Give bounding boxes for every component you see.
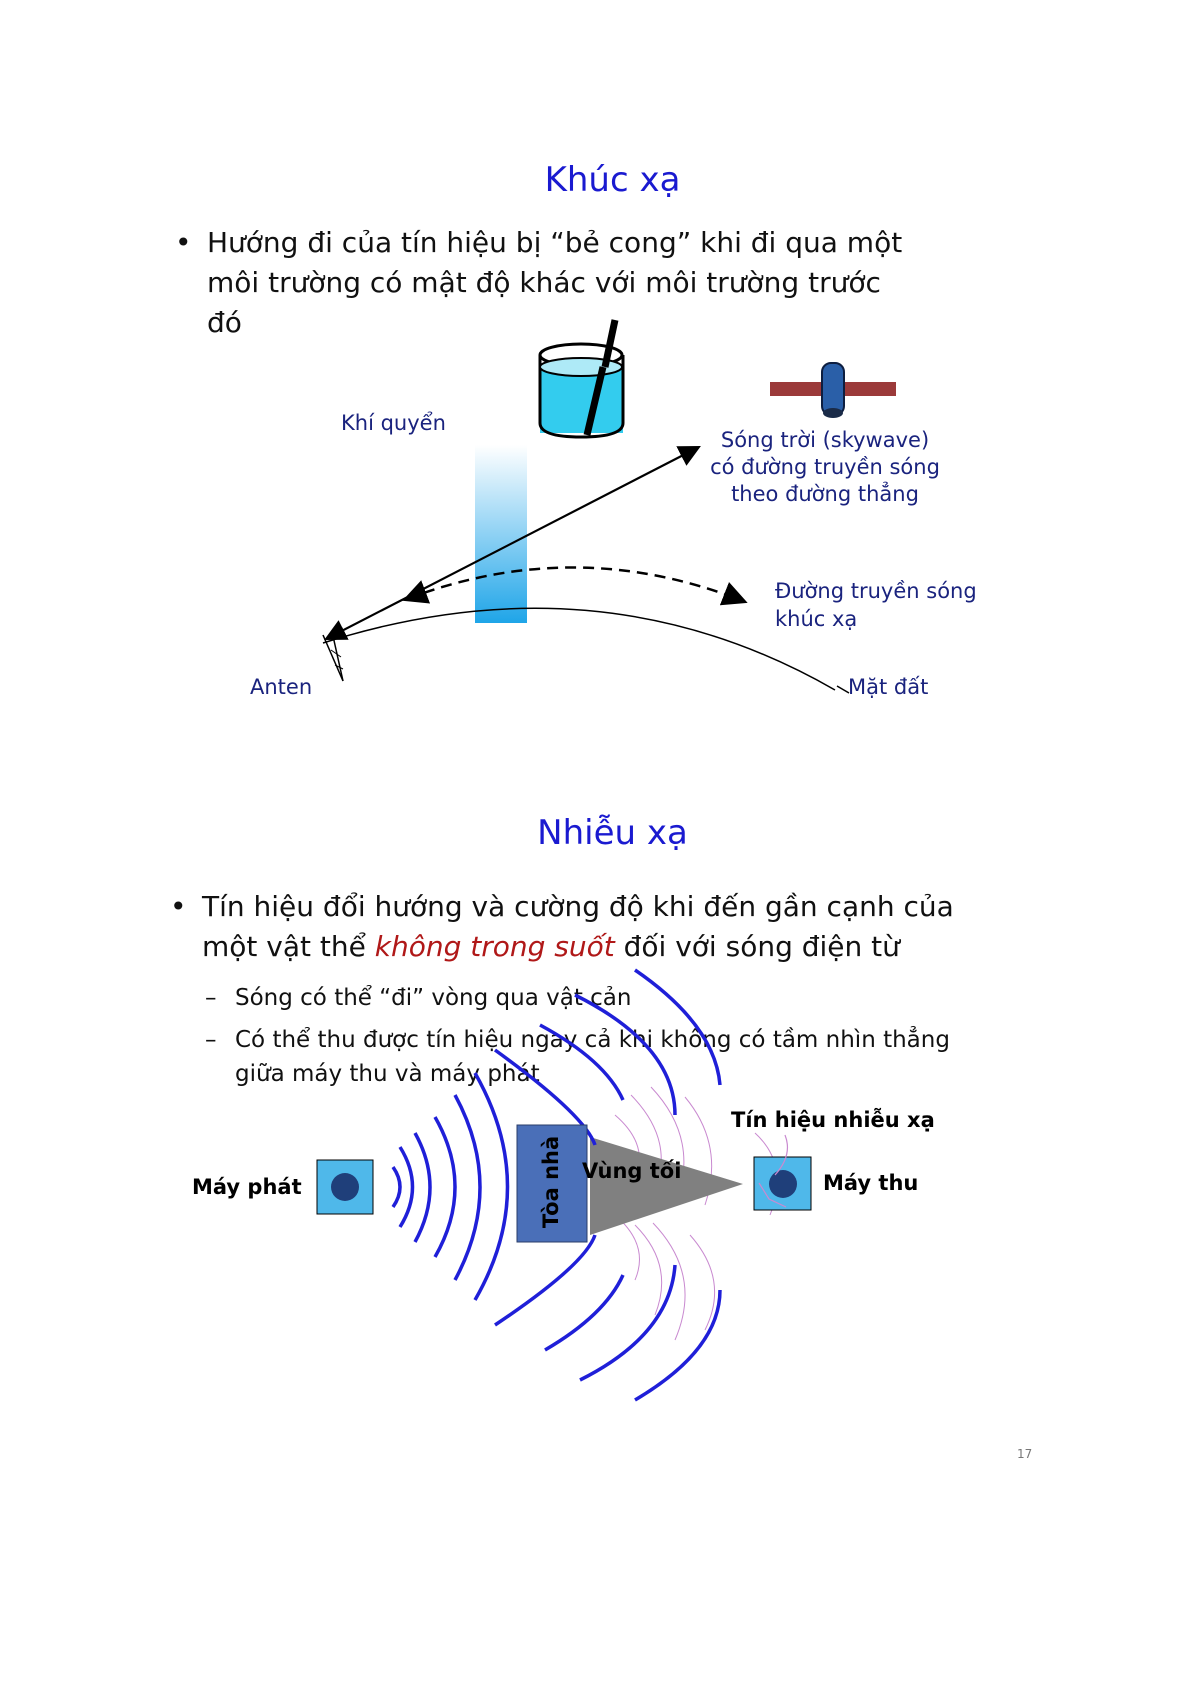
bullet-text: • Tín hiệu đổi hướng và cường độ khi đến gần cạnh của một vật thể không trong suốt đối với sóng điện từ — [202, 887, 1062, 967]
slide-refraction — [145, 145, 1080, 795]
atmosphere-label: Khí quyển — [341, 411, 446, 435]
page-number: 17 — [1017, 1447, 1033, 1461]
transmitter-icon — [317, 1160, 373, 1214]
skywave-label: Sóng trời (skywave) có đường truyền sóng theo đường thẳng — [710, 428, 940, 506]
glass-icon — [540, 320, 623, 437]
ground-arc — [323, 608, 835, 690]
slide-title: Nhiễu xạ — [537, 813, 688, 853]
antenna-label: Anten — [250, 675, 313, 699]
building-label: Tòa nhà — [539, 1135, 563, 1229]
diffraction-diagram — [145, 795, 1080, 1460]
sub-bullet-2: – Có thể thu được tín hiệu ngay cả khi không có tầm nhìn thẳng giữa máy thu và máy phát — [205, 1027, 950, 1087]
sub-bullet-1: – Sóng có thể “đi” vòng qua vật cản — [205, 985, 632, 1011]
slide-diffraction — [145, 795, 1080, 1460]
transmitter-label: Máy phát — [192, 1175, 302, 1199]
bullet-dot-icon: • — [175, 226, 192, 259]
slide-title: Khúc xạ — [544, 160, 681, 200]
receiver-label: Máy thu — [823, 1171, 919, 1195]
satellite-icon — [770, 363, 896, 418]
diffracted-signal-label: Tín hiệu nhiễu xạ — [731, 1108, 935, 1132]
ground-label: Mặt đất — [848, 675, 929, 699]
bullet-text: • Hướng đi của tín hiệu bị “bẻ cong” khi đi qua một môi trường có mật độ khác với môi trường trước đó — [207, 223, 1067, 343]
atmosphere-band — [475, 445, 527, 623]
antenna-icon — [323, 635, 849, 693]
refracted-path-label: Đường truyền sóng khúc xạ — [775, 579, 977, 631]
shadow-zone-label: Vùng tối — [582, 1159, 682, 1183]
bullet-dot-icon: • — [170, 890, 187, 923]
highlight-text: không trong suốt — [374, 930, 615, 963]
shadow-zone — [590, 1137, 743, 1235]
receiver-icon — [754, 1135, 811, 1210]
